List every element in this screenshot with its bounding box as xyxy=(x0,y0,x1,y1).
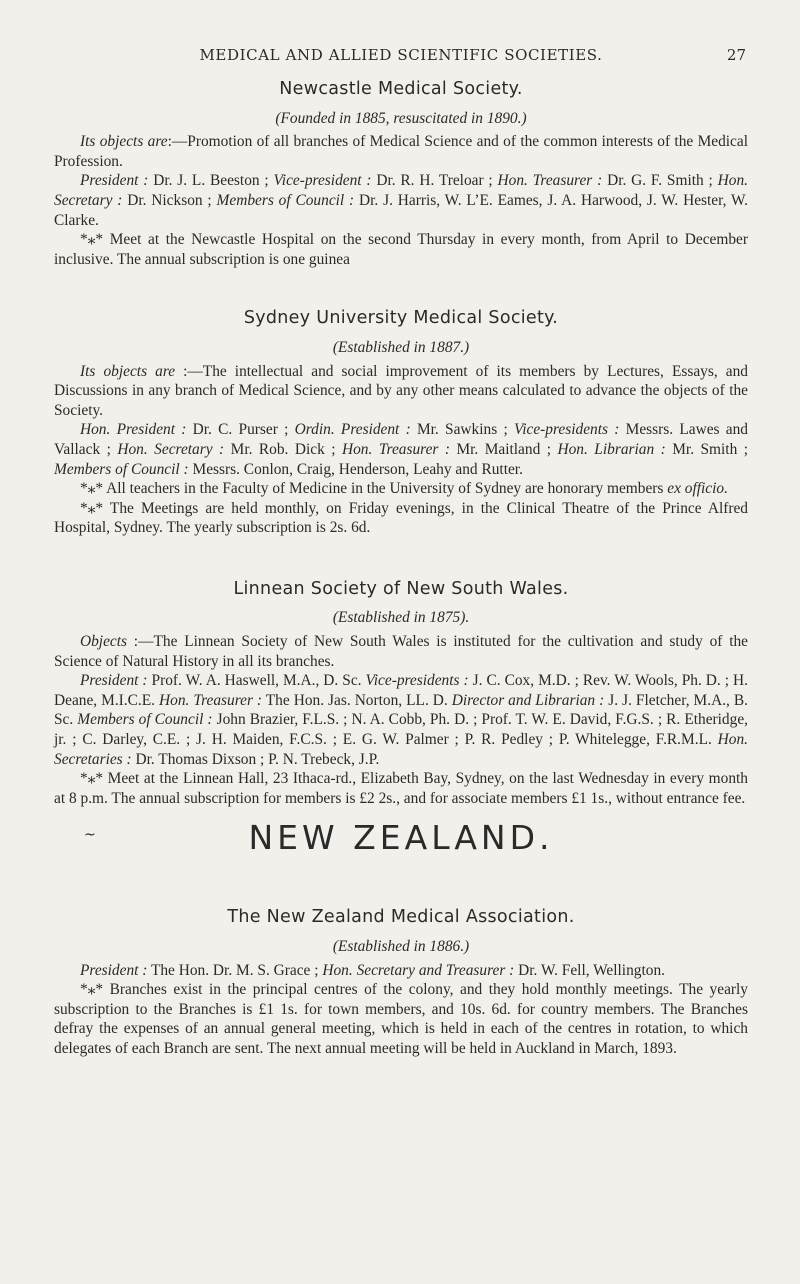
section-title: Linnean Society of New South Wales. xyxy=(233,578,569,599)
section-sydney xyxy=(54,309,748,538)
officer-names: Dr. J. L. Beeston ; xyxy=(148,172,274,190)
officer-names: The Hon. Jas. Norton, LL. D. xyxy=(262,691,452,709)
officer-names: Dr. C. Purser ; xyxy=(186,421,295,439)
officer-role: Vice-presidents : xyxy=(513,421,620,439)
page-body xyxy=(54,80,748,1059)
officer-role: Hon. Treasurer : xyxy=(497,172,603,190)
officer-names: Mr. Maitland ; xyxy=(449,440,558,458)
officer-names: Prof. W. A. Haswell, M.A., D. Sc. xyxy=(147,672,366,690)
section-subtitle: (Established in 1875). xyxy=(332,609,470,627)
meeting-note: *⁎* Meet at the Linnean Hall, 23 Ithaca-rd., Elizabeth Bay, Sydney, on the last Wednesday in every month at 8 p.m. The annual subscription for members is £2 2s., and for associate members £1 1s., without entrance fee. xyxy=(54,770,748,807)
officer-names: The Hon. Dr. M. S. Grace ; xyxy=(147,961,323,979)
officer-names: Mr. Rob. Dick ; xyxy=(224,440,342,458)
officers-paragraph xyxy=(54,171,748,230)
objects-paragraph xyxy=(54,132,748,171)
officer-names: Mr. Smith ; xyxy=(665,440,749,458)
officer-names: J. J. Fletcher, M.A., B. Sc. xyxy=(54,691,749,729)
officer-names: Mr. Sawkins ; xyxy=(410,421,514,439)
officer-names: John Brazier, F.L.S. ; N. A. Cobb, Ph. D. ; Prof. T. W. E. David, F.G.S. ; R. Etheridge, jr. ; C. Darley, C.E. ; J. H. Maiden, F.C.S. ; E. G. W. Palmer ; P. R. Pedley ; P. Whitelegge, F.R.M.L. xyxy=(54,711,748,749)
officer-names: Dr. Nickson ; xyxy=(122,191,217,209)
section-gap xyxy=(54,269,748,309)
objects-label: Its objects are xyxy=(80,133,168,151)
section-subtitle: (Established in 1887.) xyxy=(332,338,470,356)
objects-paragraph xyxy=(54,362,748,421)
objects-paragraph xyxy=(54,632,748,671)
officer-role: Vice-presidents : xyxy=(365,672,469,690)
objects-label: Objects xyxy=(80,633,128,651)
section-subtitle: (Established in 1886.) xyxy=(332,938,470,955)
running-title: MEDICAL AND ALLIED SCIENTIFIC SOCIETIES. xyxy=(199,46,603,64)
officer-names: J. C. Cox, M.D. ; Rev. W. Wools, Ph. D. ; H. Deane, M.I.C.E. xyxy=(54,672,748,709)
meeting-note: *⁎* The Meetings are held monthly, on Friday evenings, in the Clinical Theatre of the Prince Alfred Hospital, Sydney. The yearly subscription is 2s. 6d. xyxy=(54,499,748,537)
objects-text: :—The Linnean Society of New South Wales is instituted for the cultivation and study of the Science of Natural History in all its branches. xyxy=(54,633,748,670)
membership-note xyxy=(54,479,748,499)
officer-role: Hon. Treasurer : xyxy=(159,691,263,709)
officer-role: Hon. Secretary and Treasurer : xyxy=(322,961,515,979)
section-title: Sydney University Medical Society. xyxy=(243,308,559,329)
officer-role: President : xyxy=(80,672,148,690)
section-title: Newcastle Medical Society. xyxy=(279,79,523,99)
officer-role: President : xyxy=(80,961,148,979)
ex-officio: ex officio. xyxy=(667,480,728,498)
officer-role: Members of Council : xyxy=(216,191,355,209)
section-gap xyxy=(54,538,748,580)
running-header xyxy=(56,46,746,68)
objects-text: :—The intellectual and social improvement of its members by Lectures, Essays, and Discussions in any branch of Medical Science, and by any other means calculated to advance the objects of the Society. xyxy=(54,362,748,419)
branches-note: *⁎* Branches exist in the principal centres of the colony, and they hold monthly meetings. The yearly subscription to the Branches is £1 1s. for town members, and 10s. 6d. for country members. The Branches defray the expenses of an annual general meeting, which is held in each of the centres in rotation, to which delegates of each Branch are sent. The next annual meeting will be held in Auckland in March, 1893. xyxy=(54,981,748,1057)
officer-names: Dr. R. H. Treloar ; xyxy=(371,172,498,190)
officer-role: Hon. Secretary : xyxy=(117,440,225,458)
officer-names: Messrs. Lawes and Vallack ; xyxy=(54,421,748,458)
section-linnean xyxy=(54,580,748,809)
officer-names: Messrs. Conlon, Craig, Henderson, Leahy and Rutter. xyxy=(188,460,523,478)
officer-role: Members of Council : xyxy=(54,460,189,478)
officers-paragraph xyxy=(54,420,748,479)
objects-label: Its objects are xyxy=(80,362,176,380)
country-heading-block xyxy=(54,808,748,908)
officers-paragraph xyxy=(54,671,748,769)
officer-role: Director and Librarian : xyxy=(451,691,605,709)
officers-paragraph xyxy=(54,961,748,981)
officer-role: Hon. Librarian : xyxy=(557,440,666,458)
meeting-note: *⁎* Meet at the Newcastle Hospital on the second Thursday in every month, from April to December inclusive. The annual subscription is one guinea xyxy=(54,231,748,268)
section-nz-medical xyxy=(54,908,748,1058)
officer-role: Hon. Secretary : xyxy=(54,172,748,209)
officer-names: Dr. Thomas Dixson ; P. N. Trebeck, J.P. xyxy=(131,750,380,768)
printer-mark: ~ xyxy=(84,827,96,844)
section-title: The New Zealand Medical Association. xyxy=(227,907,575,928)
officer-role: Ordin. President : xyxy=(294,421,411,439)
objects-text: :—Promotion of all branches of Medical Science and of the common interests of the Medical Profession. xyxy=(54,133,748,170)
officer-role: Hon. Secretaries : xyxy=(54,731,748,768)
officer-role: Members of Council : xyxy=(77,711,213,729)
officer-role: Vice-president : xyxy=(273,172,372,190)
officer-names: Dr. G. F. Smith ; xyxy=(602,172,718,190)
page-number: 27 xyxy=(726,46,746,64)
officer-role: Hon. Treasurer : xyxy=(342,440,450,458)
officer-role: Hon. President : xyxy=(80,421,187,439)
officer-names: Dr. J. Harris, W. L’E. Eames, J. A. Harwood, J. W. Hester, W. Clarke. xyxy=(54,191,749,229)
officer-role: President : xyxy=(80,172,149,190)
officer-names: Dr. W. Fell, Wellington. xyxy=(514,961,665,979)
country-heading: NEW ZEALAND. xyxy=(248,818,554,858)
membership-text: *⁎* All teachers in the Faculty of Medicine in the University of Sydney are honorary members xyxy=(80,480,668,498)
section-newcastle xyxy=(54,80,748,269)
section-subtitle: (Founded in 1885, resuscitated in 1890.) xyxy=(275,109,527,127)
